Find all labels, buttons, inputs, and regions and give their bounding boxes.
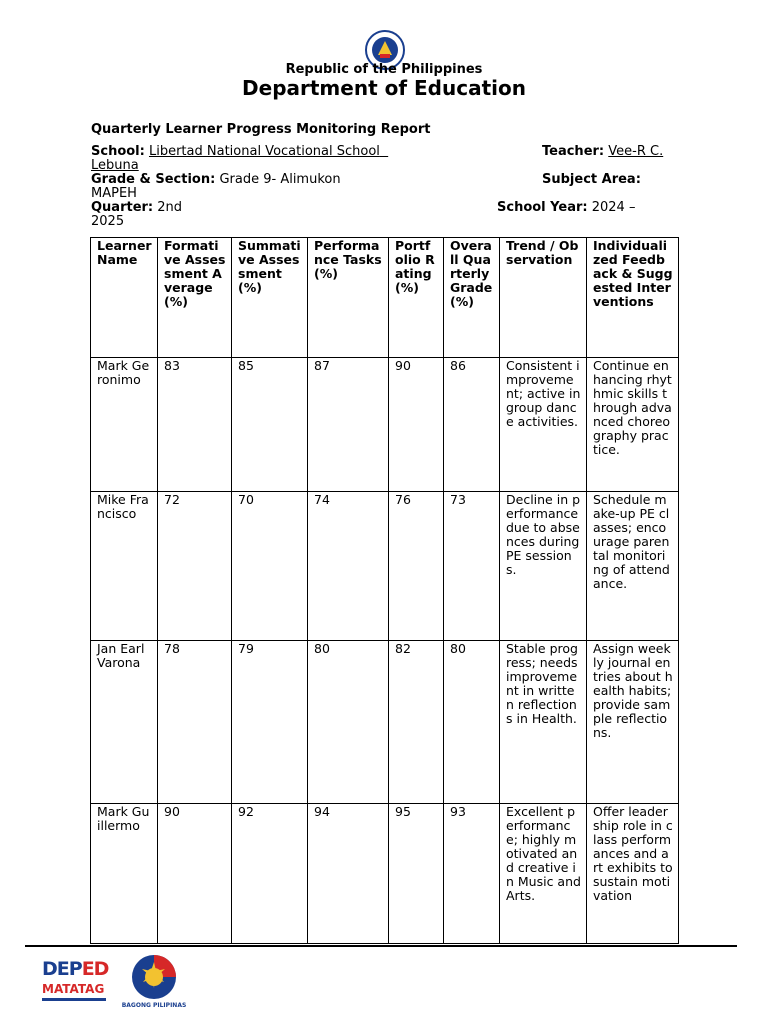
report-title: Quarterly Learner Progress Monitoring Report — [91, 122, 431, 137]
republic-heading: Republic of the Philippines — [285, 62, 483, 77]
cell-learner-name: Mark Guillermo — [91, 804, 158, 944]
cell-performance: 80 — [308, 641, 389, 804]
cell-trend: Decline in performance due to absences during PE sessions. — [500, 492, 587, 641]
cell-summative: 79 — [232, 641, 308, 804]
cell-summative: 70 — [232, 492, 308, 641]
cell-formative: 83 — [158, 358, 232, 492]
col-header-portfolio: Portfolio Rating (%) — [389, 238, 444, 358]
school-year-value-continued: 2025 — [91, 214, 125, 229]
col-header-formative: Formative Assessment Average (%) — [158, 238, 232, 358]
bagong-pilipinas-logo: BAGONG PILIPINAS — [118, 952, 190, 1012]
cell-trend: Stable progress; needs improvement in written reflections in Health. — [500, 641, 587, 804]
school-year-field: School Year: 2024 – — [497, 200, 636, 215]
subject-area-field: Subject Area: — [542, 172, 641, 187]
table-row — [91, 641, 679, 804]
cell-summative: 92 — [232, 804, 308, 944]
cell-learner-name: Mark Geronimo — [91, 358, 158, 492]
table-row — [91, 358, 679, 492]
col-header-overall: Overall Quarterly Grade (%) — [444, 238, 500, 358]
quarter-value: 2nd — [157, 200, 183, 215]
cell-portfolio: 95 — [389, 804, 444, 944]
cell-trend: Consistent improvement; active in group dance activities. — [500, 358, 587, 492]
cell-overall: 73 — [444, 492, 500, 641]
cell-learner-name: Mike Francisco — [91, 492, 158, 641]
teacher-value: Vee-R C. — [608, 144, 664, 159]
teacher-field: Teacher: Vee-R C. — [542, 144, 664, 159]
cell-formative: 78 — [158, 641, 232, 804]
department-heading: Department of Education — [242, 76, 526, 100]
deped-matatag-logo: DEPED MATATAG — [42, 958, 114, 1010]
school-value: Libertad National Vocational School — [148, 144, 380, 159]
school-value-continued: Lebuna — [91, 158, 139, 173]
table-header-row — [91, 238, 679, 358]
col-header-feedback: Individualized Feedback & Suggested Interventions — [587, 238, 679, 358]
cell-portfolio: 82 — [389, 641, 444, 804]
cell-performance: 74 — [308, 492, 389, 641]
footer-divider — [25, 945, 737, 947]
table-row — [91, 804, 679, 944]
table-row — [91, 492, 679, 641]
bagong-pilipinas-emblem-icon — [118, 952, 190, 1002]
cell-feedback: Continue enhancing rhythmic skills through advanced choreography practice. — [587, 358, 679, 492]
cell-learner-name: Jan Earl Varona — [91, 641, 158, 804]
subject-area-value: MAPEH — [91, 186, 137, 201]
cell-feedback: Offer leadership role in class performances and art exhibits to sustain motivation — [587, 804, 679, 944]
cell-portfolio: 76 — [389, 492, 444, 641]
cell-performance: 94 — [308, 804, 389, 944]
quarter-field: Quarter: 2nd — [91, 200, 183, 215]
col-header-trend: Trend / Observation — [500, 238, 587, 358]
cell-feedback: Assign weekly journal entries about health habits; provide sample reflections. — [587, 641, 679, 804]
cell-overall: 86 — [444, 358, 500, 492]
cell-formative: 72 — [158, 492, 232, 641]
school-field: School: Libertad National Vocational School — [91, 144, 380, 159]
grade-section-field: Grade & Section: Grade 9- Alimukon — [91, 172, 341, 187]
cell-performance: 87 — [308, 358, 389, 492]
col-header-performance: Performance Tasks (%) — [308, 238, 389, 358]
cell-formative: 90 — [158, 804, 232, 944]
col-header-learner-name: Learner Name — [91, 238, 158, 358]
col-header-summative: Summative Assessment (%) — [232, 238, 308, 358]
cell-overall: 93 — [444, 804, 500, 944]
cell-trend: Excellent performance; highly motivated and creative in Music and Arts. — [500, 804, 587, 944]
progress-table — [90, 237, 679, 944]
cell-feedback: Schedule make-up PE classes; encourage parental monitoring of attendance. — [587, 492, 679, 641]
grade-section-value: Grade 9- Alimukon — [219, 172, 341, 187]
cell-overall: 80 — [444, 641, 500, 804]
cell-summative: 85 — [232, 358, 308, 492]
cell-portfolio: 90 — [389, 358, 444, 492]
school-year-value: 2024 – — [591, 200, 636, 215]
